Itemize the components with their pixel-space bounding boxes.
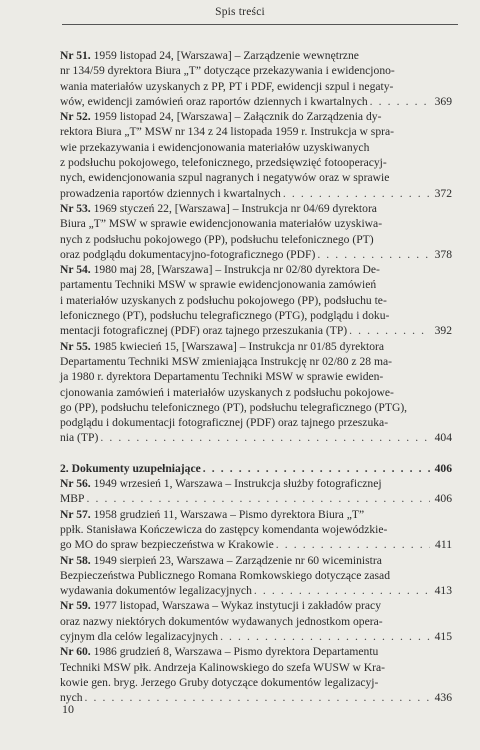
entry-number: Nr 59. — [60, 599, 91, 613]
entry-text: nr 134/59 dyrektora Biura „T” dotyczące przekazywania i ewidencjono- — [60, 64, 395, 78]
entry-line — [60, 201, 452, 216]
dot-leader — [349, 323, 430, 338]
entry-last-line — [60, 186, 452, 201]
entry-page: 369 — [434, 94, 452, 108]
entry-line — [60, 553, 452, 568]
entry-line — [60, 339, 452, 354]
dot-leader — [254, 583, 430, 598]
entry-text: 1959 listopad 24, [Warszawa] – Załącznik do Zarządzenia dy- — [93, 110, 382, 124]
entry-text: wie przekazywania i ewidencjonowania materiałów uzyskiwanych — [60, 140, 370, 154]
entry-line — [60, 293, 452, 308]
entry-number: Nr 57. — [60, 507, 91, 521]
entry-line — [60, 522, 452, 537]
entry-page: 411 — [435, 538, 452, 552]
dot-leader — [370, 94, 430, 109]
entry-last-line — [60, 537, 452, 552]
entry-last-line — [60, 247, 452, 262]
entry-text: 1977 listopad, Warszawa – Wykaz instytucji i zakładów pracy — [93, 599, 381, 613]
toc-entry[interactable] — [60, 598, 452, 644]
entry-line — [60, 507, 452, 522]
entry-text: lefonicznego (PT), podsłuchu telegraficznego (PTG), podglądu i doku- — [60, 309, 390, 323]
entry-line — [60, 400, 452, 415]
entry-page: 404 — [434, 431, 452, 445]
entry-text: rektora Biura „T” MSW nr 134 z 24 listopada 1959 r. Instrukcja w spra- — [60, 125, 394, 139]
entry-text: MBP — [60, 492, 85, 506]
entry-last-line — [60, 629, 452, 644]
entry-line — [60, 124, 452, 139]
entry-last-line — [60, 583, 452, 598]
entry-line — [60, 614, 452, 629]
dot-leader — [220, 629, 430, 644]
entry-text: cjonowania zamówień i materiałów uzyskanych z podsłuchu pokojowe- — [60, 385, 394, 399]
entry-text: 1969 styczeń 22, [Warszawa] – Instrukcja nr 04/69 dyrektora — [93, 201, 377, 215]
entry-text: go (PP), podsłuchu telefonicznego (PT), podsłuchu telegraficznego (PTG), — [60, 400, 408, 414]
entry-last-line — [60, 323, 452, 338]
entry-text: podglądu i dokumentacji fotograficznej (PDF) oraz tajnego przeszuka- — [60, 416, 389, 430]
toc-entry[interactable] — [60, 201, 452, 262]
entry-text: go MO do spraw bezpieczeństwa w Krakowie — [60, 538, 274, 552]
section-title: 2. Dokumenty uzupełniające — [60, 461, 201, 475]
section-page: 406 — [434, 461, 452, 475]
dot-leader — [100, 430, 430, 445]
entry-line — [60, 308, 452, 323]
entry-line — [60, 232, 452, 247]
entry-line — [60, 109, 452, 124]
entry-line — [60, 216, 452, 231]
entry-text: nych — [60, 691, 83, 705]
toc-entry[interactable] — [60, 644, 452, 705]
header-title: Spis treści — [215, 6, 265, 18]
entry-line — [60, 170, 452, 185]
toc-entry[interactable] — [60, 48, 452, 109]
entry-last-line — [60, 430, 452, 445]
entry-text: 1958 grudzień 11, Warszawa – Pismo dyrektora Biura „T” — [93, 507, 365, 521]
entry-page: 406 — [434, 492, 452, 506]
header-rule — [62, 24, 458, 25]
entry-line — [60, 415, 452, 430]
entry-page: 392 — [434, 324, 452, 338]
dot-leader — [87, 491, 431, 506]
entry-number: Nr 56. — [60, 477, 91, 491]
entry-page: 415 — [434, 629, 452, 643]
entry-page: 378 — [434, 247, 452, 261]
entry-text: oraz nazwy niektórych dokumentów wydawanych jednostkom opera- — [60, 614, 383, 628]
entry-line — [60, 568, 452, 583]
entry-line — [60, 354, 452, 369]
entry-number: Nr 58. — [60, 553, 91, 567]
entry-line — [60, 660, 452, 675]
entry-line — [60, 385, 452, 400]
section-gap — [60, 446, 452, 461]
entry-line — [60, 644, 452, 659]
entry-text: Techniki MSW płk. Andrzeja Kalinowskiego do szefa WUSW w Kra- — [60, 660, 386, 674]
entry-line — [60, 262, 452, 277]
entry-text: z podsłuchu pokojowego, telefonicznego, przedsięwzięć fotooperacyj- — [60, 156, 387, 170]
entry-text: Departamentu Techniki MSW zmieniająca Instrukcję nr 02/80 z 28 ma- — [60, 354, 392, 368]
entry-last-line — [60, 94, 452, 109]
toc-entry[interactable] — [60, 476, 452, 507]
entry-text: prowadzenia raportów dziennych i kwartalnych — [60, 186, 281, 200]
dot-leader — [276, 537, 430, 552]
entry-text: nych z podsłuchu pokojowego (PP), podsłuchu telefonicznego (PT) — [60, 232, 374, 246]
toc-entry[interactable] — [60, 339, 452, 446]
entry-last-line — [60, 690, 452, 705]
entry-line — [60, 63, 452, 78]
entry-line — [60, 369, 452, 384]
entry-text: Bezpieczeństwa Publicznego Romana Romkowskiego dotyczące zasad — [60, 568, 390, 582]
dot-leader — [203, 461, 430, 476]
entry-text: wów, ewidencji zamówień oraz raportów dziennych i kwartalnych — [60, 94, 368, 108]
entry-text: kowie gen. bryg. Jerzego Gruby dotyczące dokumentów legalizacyj- — [60, 675, 379, 689]
entry-text: ppłk. Stanisława Kończewicza do zastępcy komendanta wojewódzkie- — [60, 522, 388, 536]
entry-text: i materiałów uzyskanych z podsłuchu pokojowego (PP), podsłuchu te- — [60, 293, 387, 307]
toc-entry[interactable] — [60, 553, 452, 599]
entry-line — [60, 598, 452, 613]
entry-line — [60, 277, 452, 292]
entry-line — [60, 476, 452, 491]
entry-number: Nr 52. — [60, 110, 91, 124]
entry-line — [60, 140, 452, 155]
toc-entry[interactable] — [60, 109, 452, 201]
entry-page: 372 — [434, 186, 452, 200]
entry-line — [60, 155, 452, 170]
entry-last-line — [60, 491, 452, 506]
entry-line — [60, 79, 452, 94]
section-heading[interactable] — [60, 461, 452, 476]
entry-line — [60, 48, 452, 63]
entry-text: nia (TP) — [60, 431, 99, 445]
entry-text: 1949 sierpień 23, Warszawa – Zarządzenie nr 60 wiceministra — [93, 553, 382, 567]
entry-number: Nr 51. — [60, 49, 91, 62]
dot-leader — [283, 186, 430, 201]
dot-leader — [85, 690, 430, 705]
entry-text: oraz podglądu dokumentacyjno-fotograficznego (PDF) — [60, 247, 316, 261]
entry-number: Nr 53. — [60, 201, 91, 215]
entry-page: 436 — [434, 691, 452, 705]
entry-text: nych, ewidencjonowania szpul nagranych i negatywów oraz w sprawie — [60, 171, 390, 185]
entry-text: Biura „T” MSW w sprawie ewidencjonowania materiałów uzyskiwa- — [60, 217, 383, 231]
entry-page: 413 — [434, 584, 452, 598]
entry-text: mentacji fotograficznej (PDF) oraz tajnego przeszukania (TP) — [60, 324, 348, 338]
dot-leader — [317, 247, 430, 262]
entry-text: partamentu Techniki MSW w sprawie ewidencjonowania zamówień — [60, 278, 377, 292]
entry-number: Nr 54. — [60, 263, 91, 277]
entry-text: cyjnym dla celów legalizacyjnych — [60, 629, 219, 643]
toc-entry[interactable] — [60, 507, 452, 553]
entry-text: 1949 wrzesień 1, Warszawa – Instrukcja służby fotograficznej — [93, 477, 382, 491]
entry-text: ja 1980 r. dyrektora Departamentu Techniki MSW w sprawie ewiden- — [60, 370, 384, 384]
page-number: 10 — [62, 702, 74, 716]
entry-number: Nr 60. — [60, 645, 91, 659]
toc-entry[interactable] — [60, 262, 452, 338]
running-header — [0, 0, 480, 28]
entry-number: Nr 55. — [60, 339, 91, 353]
entry-text: wania materiałów uzyskanych z PP, PT i PDF, ewidencji szpul i negaty- — [60, 79, 394, 93]
entry-text: 1986 grudzień 8, Warszawa – Pismo dyrektora Departamentu — [93, 645, 379, 659]
entry-line — [60, 675, 452, 690]
entry-text: 1985 kwiecień 15, [Warszawa] – Instrukcja nr 01/85 dyrektora — [93, 339, 385, 353]
table-of-contents — [60, 48, 452, 705]
entry-text: 1959 listopad 24, [Warszawa] – Zarządzenie wewnętrzne — [93, 49, 359, 62]
entry-text: wydawania dokumentów legalizacyjnych — [60, 584, 252, 598]
entry-text: 1980 maj 28, [Warszawa] – Instrukcja nr 02/80 dyrektora De- — [93, 263, 380, 277]
